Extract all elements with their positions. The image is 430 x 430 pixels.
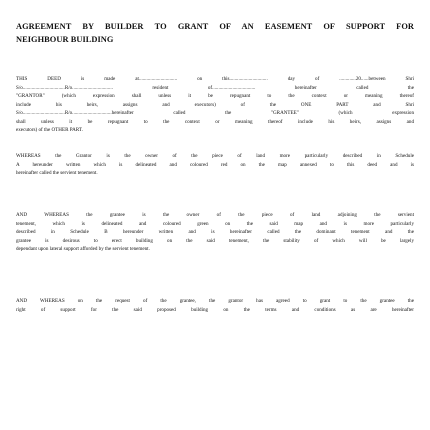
text-line: A hereunder written which is delineated and coloured red on the map annexed to this deed and is [16, 161, 414, 168]
text-line: dependant upon lateral support afforded by the servient tenement. [16, 246, 150, 252]
text-line: S/o.................................R/o................................ resident of.................................. hereinafter called the [16, 84, 414, 91]
paragraph-parties [16, 75, 414, 135]
text-line: "GRANTOR" (which expression shall unless it be repugnant to the context or meaning thereof [16, 93, 414, 99]
text-line: tenement, which is delineated and coloured green on the said map and is more particularly [16, 220, 414, 227]
text-line: shall unless it be repugnant to the context or meaning thereof include his heirs, assigns and [16, 118, 414, 125]
paragraph-whereas-grantee [16, 211, 414, 254]
text-line: hereinafter called the servient tenement. [16, 170, 98, 176]
text-line: THIS DEED is made at.............................. on this.............................. day of .............20......between Shri [16, 76, 414, 82]
text-line: AND WHEREAS the grantee is the owner of the piece of land adjoining the servient [16, 212, 414, 218]
title-line: NEIGHBOUR BUILDING [16, 35, 114, 44]
title-line: AGREEMENT BY BUILDER TO GRANT OF AN EASEMENT OF SUPPORT FOR [16, 22, 414, 31]
paragraph-whereas-request [16, 297, 414, 314]
text-line: executors) of the OTHER PART. [16, 127, 83, 133]
text-line: described in Schedule B hereunder written and is hereinafter called the dominant tenement and the [16, 229, 414, 235]
text-line: grantee is desirous to erect building on the said tenement, the stability of which will be largely [16, 237, 414, 244]
text-line: WHEREAS the Grantor is the owner of the piece of land more particularly described in Schedule [16, 153, 414, 159]
text-line: right of support for the said proposed building on the terms and conditions as are hereinafter [16, 306, 414, 313]
text-line: S/o.................................R/o...............................hereinafter called the "GRANTEE" (which expression [16, 110, 414, 116]
paragraph-whereas-grantor [16, 152, 414, 178]
document-title [16, 20, 414, 46]
text-line: include his heirs, assigns and executors) of the ONE PART and Shri [16, 101, 414, 108]
text-line: AND WHEREAS on the request of the grantee, the grantor has agreed to grant to the grantee the [16, 298, 414, 304]
